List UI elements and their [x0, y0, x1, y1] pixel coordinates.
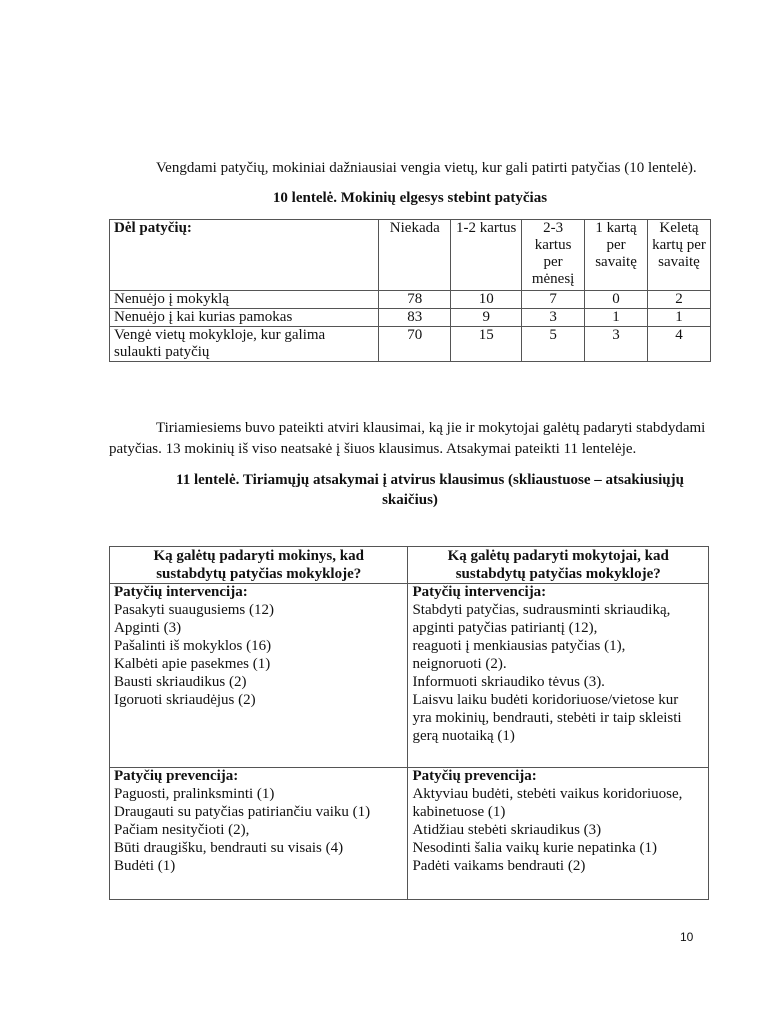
list-item: neignoruoti (2). [412, 656, 507, 672]
cell-value: 3 [585, 327, 648, 362]
cell-value: 5 [522, 327, 585, 362]
section-title: Patyčių intervencija: [114, 584, 248, 600]
section-title: Patyčių prevencija: [114, 768, 239, 784]
intro-paragraph: Vengdami patyčių, mokiniai dažniausiai vengia vietų, kur gali patirti patyčias (10 lentelė). [156, 160, 697, 176]
list-item: Paguosti, pralinksminti (1) [114, 786, 275, 802]
cell-value: 3 [522, 309, 585, 327]
cell-value: 4 [648, 327, 711, 362]
table-11 [109, 546, 709, 900]
row-label: Nenuėjo į kai kurias pamokas [110, 309, 379, 327]
cell-value: 10 [451, 291, 522, 309]
cell-value: 78 [379, 291, 451, 309]
list-item: Pašalinti iš mokyklos (16) [114, 638, 272, 654]
list-item: Padėti vaikams bendrauti (2) [412, 858, 586, 874]
teacher-prevention-cell [408, 768, 709, 900]
page-number: 10 [680, 930, 694, 944]
table-header-row [110, 547, 709, 584]
student-intervention-cell [110, 584, 408, 768]
list-item: kabinetuose (1) [412, 804, 506, 820]
column-header: 1-2 kartus [451, 220, 522, 291]
section-title: Patyčių intervencija: [412, 584, 547, 600]
column-header: Niekada [379, 220, 451, 291]
cell-value: 15 [451, 327, 522, 362]
list-item: Igoruoti skriaudėjus (2) [114, 692, 256, 708]
list-item: reaguoti į menkiausias patyčias (1), [412, 638, 626, 654]
table11-caption-line2: skaičius) [382, 492, 438, 508]
second-paragraph-line1: Tiriamiesiems buvo pateikti atviri klausimai, ką jie ir mokytojai galėtų padaryti stabdydami [156, 420, 706, 436]
cell-value: 9 [451, 309, 522, 327]
column-header: 1 kartą per savaitę [585, 220, 648, 291]
teacher-intervention-cell [408, 584, 709, 768]
list-item: yra mokinių, bendrauti, stebėti ir taip skleisti [412, 710, 682, 726]
list-item: Informuoti skriaudiko tėvus (3). [412, 674, 605, 690]
cell-value: 83 [379, 309, 451, 327]
list-item: Atidžiau stebėti skriaudikus (3) [412, 822, 602, 838]
student-prevention-cell [110, 768, 408, 900]
cell-value: 7 [522, 291, 585, 309]
column-header: Keletą kartų per savaitę [648, 220, 711, 291]
table-header-row [110, 220, 711, 291]
section-row-prevention [110, 768, 709, 900]
column-header-student: Ką galėtų padaryti mokinys, kad sustabdytų patyčias mokykloje? [110, 547, 408, 584]
cell-value: 70 [379, 327, 451, 362]
row-label: Nenuėjo į mokyklą [110, 291, 379, 309]
header-label: Dėl patyčių: [110, 220, 379, 291]
list-item: Pasakyti suaugusiems (12) [114, 602, 274, 618]
table11-caption-line1: 11 lentelė. Tiriamųjų atsakymai į atvirus klausimus (skliaustuose – atsakiusiųjų [176, 472, 684, 488]
cell-value: 0 [585, 291, 648, 309]
list-item: apginti patyčias patiriantį (12), [412, 620, 598, 636]
list-item: Būti draugišku, bendrauti su visais (4) [114, 840, 344, 856]
second-paragraph-line2: patyčias. 13 mokinių iš viso neatsakė į šiuos klausimus. Atsakymai pateikti 11 lentelėje. [109, 441, 637, 457]
list-item: Budėti (1) [114, 858, 176, 874]
table-10 [109, 219, 711, 362]
cell-value: 1 [585, 309, 648, 327]
section-row-intervention [110, 584, 709, 768]
table10-caption: 10 lentelė. Mokinių elgesys stebint patyčias [272, 190, 548, 206]
list-item: Bausti skriaudikus (2) [114, 674, 247, 690]
list-item: Kalbėti apie pasekmes (1) [114, 656, 271, 672]
table-row [110, 327, 711, 362]
section-title: Patyčių prevencija: [412, 768, 537, 784]
row-label: Vengė vietų mokykloje, kur galima sulaukti patyčių [110, 327, 379, 362]
list-item: Nesodinti šalia vaikų kurie nepatinka (1) [412, 840, 657, 856]
list-item: Pačiam nesityčioti (2), [114, 822, 250, 838]
table-row [110, 291, 711, 309]
cell-value: 1 [648, 309, 711, 327]
table-row [110, 309, 711, 327]
list-item: Aktyviau budėti, stebėti vaikus koridoriuose, [412, 786, 683, 802]
list-item: Apginti (3) [114, 620, 182, 636]
cell-value: 2 [648, 291, 711, 309]
list-item: Laisvu laiku budėti koridoriuose/vietose kur [412, 692, 679, 708]
column-header-teacher: Ką galėtų padaryti mokytojai, kad sustabdytų patyčias mokykloje? [408, 547, 709, 584]
list-item: Draugauti su patyčias patiriančiu vaiku (1) [114, 804, 371, 820]
column-header: 2-3 kartus per mėnesį [522, 220, 585, 291]
list-item: Stabdyti patyčias, sudrausminti skriaudiką, [412, 602, 671, 618]
list-item: gerą nuotaiką (1) [412, 728, 515, 744]
